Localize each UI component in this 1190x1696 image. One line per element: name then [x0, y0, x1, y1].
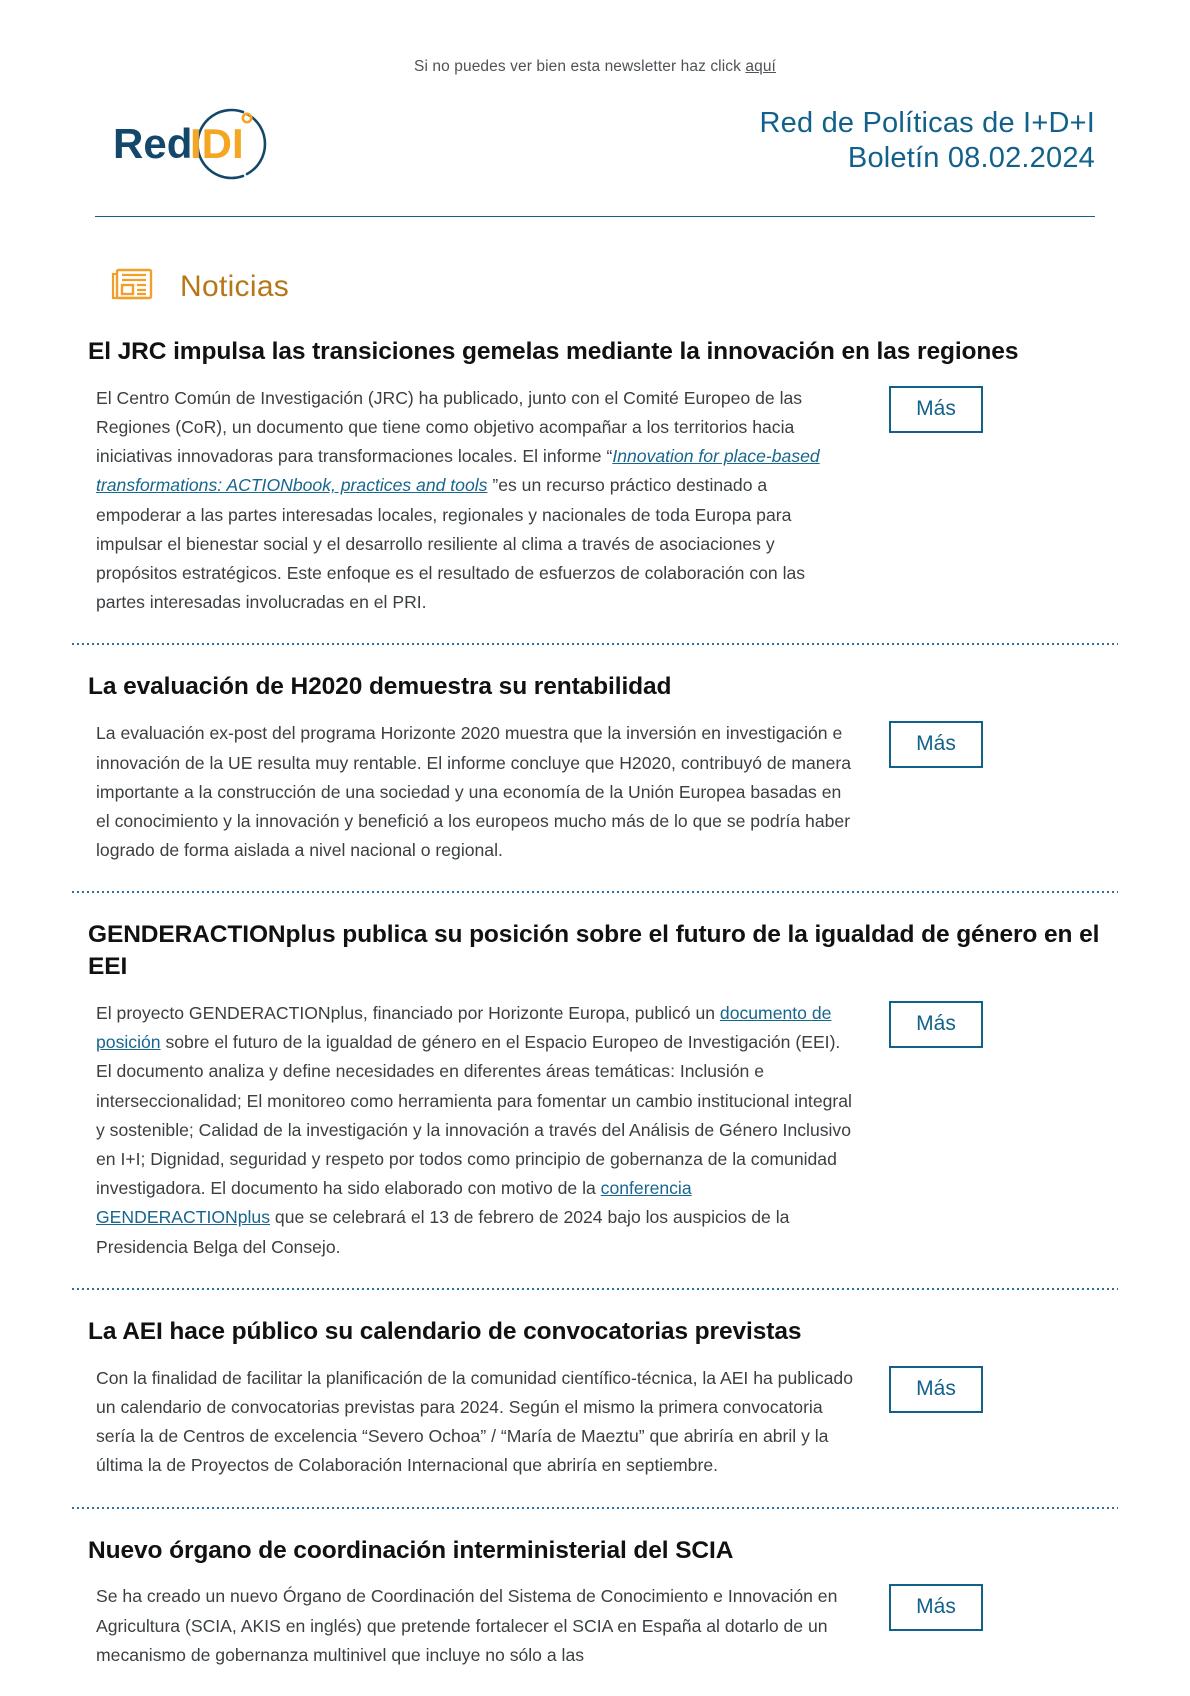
articles-list: [0, 310, 1190, 1696]
article-inline-link[interactable]: Innovation for place-based transformations: ACTIONbook, practices and tools: [96, 446, 820, 496]
article-inline-link[interactable]: conferencia GENDERACTIONplus: [96, 1178, 692, 1228]
article-title: El JRC impulsa las transiciones gemelas mediante la innovación en las regiones: [88, 338, 1019, 365]
more-button-cell: [856, 999, 1016, 1048]
newsletter-title: Red de Políticas de I+D+I: [759, 106, 1095, 139]
article-text-run: El Centro Común de Investigación (JRC) ha publicado, junto con el Comité Europeo de las Regiones (CoR), un documento que tiene como objetivo acompañar a los territorios hacia iniciativas innovadoras para transformaciones locales. El informe “: [96, 387, 803, 467]
article-body: [72, 999, 1118, 1262]
preheader-text: Si no puedes ver bien esta newsletter haz click: [414, 58, 746, 75]
more-button[interactable]: Más: [889, 1584, 983, 1631]
article-body: [72, 719, 1118, 865]
more-button-cell: [856, 384, 1016, 433]
article-text-run: El proyecto GENDERACTIONplus, financiado por Horizonte Europa, publicó un: [96, 1003, 720, 1024]
view-online-link[interactable]: aquí: [745, 58, 776, 75]
newsletter-issue: Boletín 08.02.2024: [847, 142, 1095, 174]
article-text: [96, 1582, 856, 1670]
more-button[interactable]: Más: [889, 1366, 983, 1413]
header: [0, 76, 1190, 194]
more-button-cell: [856, 719, 1016, 768]
article-body: [72, 384, 1118, 618]
article-inner: [72, 893, 1118, 1288]
article-text: [96, 1364, 856, 1481]
newspaper-icon: [110, 263, 158, 310]
more-button-cell: [856, 1364, 1016, 1413]
article-title: GENDERACTIONplus publica su posición sobre el futuro de la igualdad de género en el EEI: [88, 921, 1100, 981]
article-text: [96, 999, 856, 1262]
article-text-run: sobre el futuro de la igualdad de género en el Espacio Europeo de Investigación (EEI). El documento analiza y define necesidades en diferentes áreas temáticas: Inclusión e interseccionalidad; El monitoreo como herramienta para fomentar un cambio institucional integral y sostenible; Calidad de la investigación y la innovación a través del Análisis de Género Inclusivo en I+I; Dignidad, seguridad y respeto por todos como principio de gobernanza de la comunidad investigadora. El documento ha sido elaborado con motivo de la: [96, 1032, 852, 1199]
article-title: La AEI hace público su calendario de convocatorias previstas: [88, 1317, 802, 1345]
article-body: [72, 1364, 1118, 1481]
section-header-noticias: [0, 217, 1190, 310]
article-text: [96, 719, 856, 865]
article-text-run: Con la finalidad de facilitar la planificación de la comunidad científico-técnica, la AEI ha publicado un calendario de convocatorias previstas para 2024. Según el mismo la primera convocatoria sería la de Centros de excelencia “Severo Ochoa” / “María de Maeztu” que abriría en abril y la última la de Proyectos de Colaboración Internacional que abriría en septiembre.: [96, 1367, 853, 1476]
more-button[interactable]: Más: [889, 721, 983, 768]
article-text-run: ”es un recurso práctico destinado a empoderar a las partes interesadas locales, regionales y nacionales de toda Europa para impulsar el bienestar social y el desarrollo resiliente al clima a través de asociaciones y propósitos estratégicos. Este enfoque es el resultado de esfuerzos de colaboración con las partes interesadas involucradas en el PRI.: [96, 475, 806, 613]
article-inner: [72, 1290, 1118, 1507]
article: [72, 1290, 1118, 1507]
article: [72, 1509, 1118, 1696]
article: [72, 893, 1118, 1288]
section-title: Noticias: [180, 269, 290, 303]
more-button[interactable]: Más: [889, 386, 983, 433]
article-text-run: Se ha creado un nuevo Órgano de Coordinación del Sistema de Conocimiento e Innovación en Agricultura (SCIA, AKIS en inglés) que pretende fortalecer el SCIA en España al dotarlo de un mecanismo de gobernanza multinivel que incluye no sólo a las: [96, 1586, 838, 1665]
article-body: [72, 1582, 1118, 1670]
article: [72, 310, 1118, 643]
svg-text:IDI: IDI: [190, 120, 244, 167]
article-inner: [72, 1509, 1118, 1696]
svg-text:Red: Red: [113, 120, 193, 167]
article-title: La evaluación de H2020 demuestra su rentabilidad: [88, 673, 672, 701]
preheader: [0, 0, 1190, 76]
redidi-logo[interactable]: [95, 94, 295, 194]
redidi-logo-icon: [95, 94, 295, 194]
article-inline-link[interactable]: documento de posición: [96, 1003, 832, 1053]
more-button[interactable]: Más: [889, 1001, 983, 1048]
article-title: Nuevo órgano de coordinación interministerial del SCIA: [88, 1536, 734, 1564]
article-inner: [72, 645, 1118, 891]
article: [72, 645, 1118, 891]
header-titles: [760, 106, 1095, 183]
article-text: [96, 384, 856, 618]
article-inner: [72, 310, 1118, 643]
article-text-run: La evaluación ex-post del programa Horizonte 2020 muestra que la inversión en investigación e innovación de la UE resulta muy rentable. El informe concluye que H2020, contribuyó de manera importante a la construcción de una sociedad y una economía de la Unión Europea basadas en el conocimiento y la innovación y benefició a los europeos mucho más de lo que se podría haber logrado de forma aislada a nivel nacional o regional.: [96, 723, 852, 861]
article-text-run: que se celebrará el 13 de febrero de 2024 bajo los auspicios de la Presidencia Belga del Consejo.: [96, 1207, 790, 1257]
more-button-cell: [856, 1582, 1016, 1631]
